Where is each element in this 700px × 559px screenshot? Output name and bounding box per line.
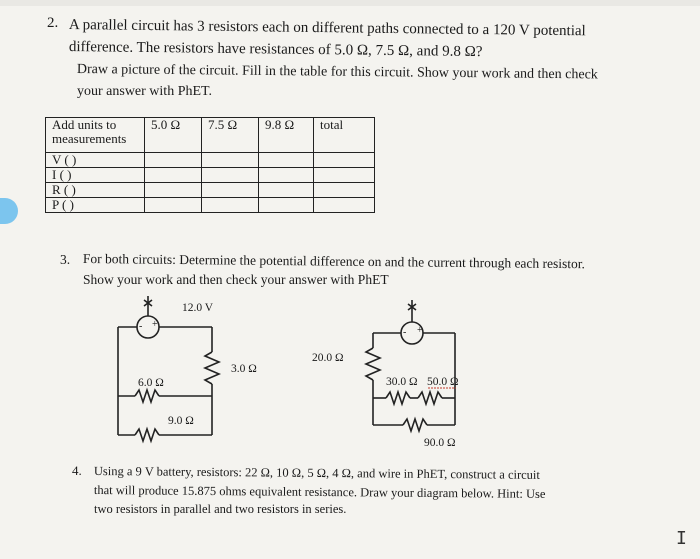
table-header-cell: 5.0 Ω — [145, 118, 202, 153]
q3-number: 3. — [60, 252, 71, 267]
resistor-icon — [205, 352, 219, 384]
q2-number: 2. — [47, 15, 59, 31]
circuit2-r4-label: 90.0 Ω — [424, 437, 456, 449]
circuit1-voltage: 12.0 V — [182, 302, 214, 314]
battery-minus-label: - — [139, 321, 143, 332]
battery-minus-label: - — [403, 327, 407, 338]
circuit2-r2-label: 30.0 Ω — [386, 376, 418, 388]
text-cursor-icon: I — [676, 528, 687, 549]
table-header-cell: 9.8 Ω — [259, 118, 314, 153]
resistor-icon — [135, 429, 159, 441]
q3-line-2: Show your work and then check your answer with PhET — [83, 272, 389, 287]
q2-line-2: difference. The resistors have resistances of 5.0 Ω, 7.5 Ω, and 9.8 Ω? — [68, 38, 483, 61]
battery-plus-label: + — [417, 325, 423, 336]
row-label: P ( ) — [46, 198, 145, 213]
q2-line-1: A parallel circuit has 3 resistors each on different paths connected to a 120 V potential — [68, 16, 586, 40]
q4-line-2: that will produce 15.875 ohms equivalent resistance. Draw your diagram below. Hint: Use — [93, 482, 546, 501]
q2-line-3: Draw a picture of the circuit. Fill in the table for this circuit. Show your work and then check — [76, 61, 598, 83]
table-header-cell: Add units to measurements — [46, 118, 145, 153]
circuit1-r3-label: 9.0 Ω — [168, 415, 194, 427]
circuit1-r1-label: 6.0 Ω — [138, 377, 164, 389]
q4-line-1: Using a 9 V battery, resistors: 22 Ω, 10 Ω, 5 Ω, 4 Ω, and wire in PhET, construct a circuit — [93, 463, 540, 482]
q3-line-1: For both circuits: Determine the potential difference on and the current through each resistor. — [82, 250, 586, 272]
row-label: R ( ) — [46, 183, 145, 198]
circuit2-r3-label: 50.0 Ω — [427, 376, 459, 388]
row-label: I ( ) — [46, 168, 145, 183]
q4-line-3: two resistors in parallel and two resistors in series. — [94, 502, 347, 516]
q2-line-4: your answer with PhET. — [77, 84, 213, 99]
circuit1-r2-label: 3.0 Ω — [231, 363, 257, 375]
circuit2-r1-label: 20.0 Ω — [312, 352, 344, 364]
resistor-icon — [418, 392, 442, 404]
resistor-icon — [366, 348, 380, 380]
battery-plus-label: + — [152, 319, 158, 330]
q4-number: 4. — [72, 463, 82, 478]
resistor-icon — [135, 390, 159, 402]
resistor-icon — [386, 392, 410, 404]
resistor-icon — [403, 419, 427, 431]
table-header-cell: 7.5 Ω — [202, 118, 259, 153]
circuit-2 — [366, 300, 455, 431]
table-header-cell: total — [314, 118, 375, 153]
row-label: V ( ) — [46, 153, 145, 168]
